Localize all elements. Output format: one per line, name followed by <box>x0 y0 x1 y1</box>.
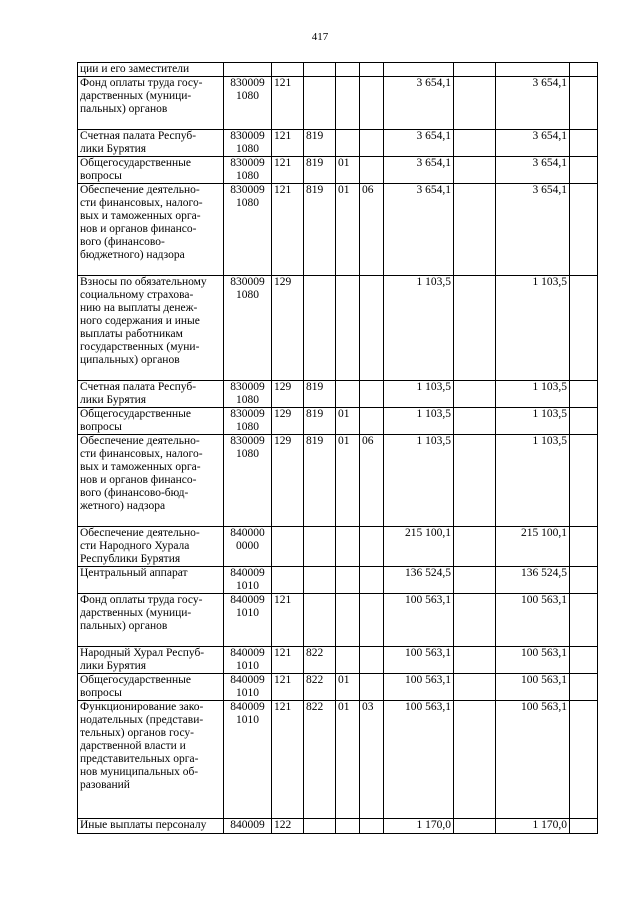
empty-cell <box>454 435 496 527</box>
empty-cell <box>454 594 496 647</box>
expense-type-cell <box>272 63 304 77</box>
amount-total-cell: 3 654,1 <box>496 184 570 276</box>
amount-total-cell: 1 103,5 <box>496 276 570 381</box>
subsection-cell <box>360 527 384 567</box>
empty-cell <box>454 701 496 819</box>
page-number: 417 <box>311 31 329 43</box>
section-cell: 01 <box>336 674 360 701</box>
subsection-cell <box>360 381 384 408</box>
expense-type-cell: 121 <box>272 701 304 819</box>
target-article-cell: 830009 1080 <box>224 435 272 527</box>
section-cell <box>336 594 360 647</box>
empty-cell <box>570 674 598 701</box>
expense-type-cell: 121 <box>272 130 304 157</box>
table-row <box>78 674 598 701</box>
amount-cell: 1 103,5 <box>384 381 454 408</box>
empty-cell <box>570 130 598 157</box>
target-article-cell: 830009 1080 <box>224 77 272 130</box>
target-article-cell: 830009 1080 <box>224 408 272 435</box>
amount-cell: 3 654,1 <box>384 157 454 184</box>
admin-code-cell <box>304 276 336 381</box>
row-name-cell: Функционирование зако- нодательных (представи- тельных) органов госу- дарственной власти и представительных орга- нов муниципальных об- разований <box>78 701 224 819</box>
empty-cell <box>570 157 598 184</box>
subsection-cell: 06 <box>360 435 384 527</box>
section-cell <box>336 381 360 408</box>
expense-type-cell: 129 <box>272 276 304 381</box>
amount-cell: 3 654,1 <box>384 184 454 276</box>
row-name-cell: ции и его заместители <box>78 63 224 77</box>
empty-cell <box>454 381 496 408</box>
row-name-cell: Счетная палата Респуб- лики Бурятия <box>78 381 224 408</box>
empty-cell <box>454 408 496 435</box>
expense-type-cell: 121 <box>272 184 304 276</box>
admin-code-cell: 822 <box>304 647 336 674</box>
section-cell <box>336 77 360 130</box>
expense-type-cell: 122 <box>272 819 304 834</box>
budget-table <box>77 62 598 834</box>
empty-cell <box>570 184 598 276</box>
amount-cell: 1 103,5 <box>384 408 454 435</box>
section-cell <box>336 647 360 674</box>
admin-code-cell <box>304 63 336 77</box>
admin-code-cell <box>304 77 336 130</box>
target-article-cell: 830009 1080 <box>224 157 272 184</box>
empty-cell <box>570 594 598 647</box>
empty-cell <box>570 527 598 567</box>
empty-cell <box>570 276 598 381</box>
target-article-cell: 840009 1010 <box>224 567 272 594</box>
empty-cell <box>570 647 598 674</box>
expense-type-cell: 121 <box>272 157 304 184</box>
expense-type-cell: 121 <box>272 674 304 701</box>
subsection-cell <box>360 594 384 647</box>
empty-cell <box>454 527 496 567</box>
row-name-cell: Обеспечение деятельно- сти финансовых, налого- вых и таможенных орга- нов и органов финансо- вого (финансово- бюджетного) надзора <box>78 184 224 276</box>
expense-type-cell: 129 <box>272 435 304 527</box>
admin-code-cell: 819 <box>304 381 336 408</box>
amount-total-cell: 1 103,5 <box>496 381 570 408</box>
amount-cell: 1 170,0 <box>384 819 454 834</box>
row-name-cell: Народный Хурал Респуб- лики Бурятия <box>78 647 224 674</box>
target-article-cell: 840000 0000 <box>224 527 272 567</box>
row-name-cell: Фонд оплаты труда госу- дарственных (муници- пальных) органов <box>78 77 224 130</box>
amount-cell: 136 524,5 <box>384 567 454 594</box>
section-cell <box>336 819 360 834</box>
subsection-cell <box>360 276 384 381</box>
admin-code-cell: 819 <box>304 157 336 184</box>
amount-total-cell: 100 563,1 <box>496 647 570 674</box>
admin-code-cell: 822 <box>304 701 336 819</box>
row-name-cell: Счетная палата Респуб- лики Бурятия <box>78 130 224 157</box>
row-name-cell: Обеспечение деятельно- сти Народного Хурала Республики Бурятия <box>78 527 224 567</box>
table-row <box>78 527 598 567</box>
section-cell: 01 <box>336 435 360 527</box>
empty-cell <box>570 567 598 594</box>
section-cell <box>336 527 360 567</box>
amount-total-cell <box>496 63 570 77</box>
amount-total-cell: 100 563,1 <box>496 594 570 647</box>
section-cell <box>336 276 360 381</box>
amount-total-cell: 215 100,1 <box>496 527 570 567</box>
empty-cell <box>454 276 496 381</box>
section-cell: 01 <box>336 184 360 276</box>
amount-cell: 100 563,1 <box>384 674 454 701</box>
subsection-cell <box>360 157 384 184</box>
empty-cell <box>454 567 496 594</box>
expense-type-cell: 121 <box>272 77 304 130</box>
row-name-cell: Общегосударственные вопросы <box>78 157 224 184</box>
expense-type-cell: 129 <box>272 381 304 408</box>
subsection-cell: 03 <box>360 701 384 819</box>
table-row <box>78 594 598 647</box>
section-cell <box>336 130 360 157</box>
table-row <box>78 63 598 77</box>
amount-cell: 100 563,1 <box>384 647 454 674</box>
amount-total-cell: 1 170,0 <box>496 819 570 834</box>
row-name-cell: Взносы по обязательному социальному страхова- нию на выплаты денеж- ного содержания и иные выплаты работникам государственных (муни- ципальных) органов <box>78 276 224 381</box>
table-row <box>78 77 598 130</box>
admin-code-cell <box>304 527 336 567</box>
amount-total-cell: 3 654,1 <box>496 130 570 157</box>
target-article-cell: 830009 1080 <box>224 381 272 408</box>
target-article-cell: 840009 1010 <box>224 647 272 674</box>
table-row <box>78 184 598 276</box>
admin-code-cell <box>304 594 336 647</box>
admin-code-cell: 819 <box>304 130 336 157</box>
admin-code-cell: 822 <box>304 674 336 701</box>
expense-type-cell: 121 <box>272 594 304 647</box>
target-article-cell: 840009 1010 <box>224 594 272 647</box>
subsection-cell <box>360 819 384 834</box>
table-row <box>78 567 598 594</box>
section-cell: 01 <box>336 701 360 819</box>
table-row <box>78 130 598 157</box>
subsection-cell <box>360 77 384 130</box>
admin-code-cell: 819 <box>304 435 336 527</box>
table-body <box>78 63 598 834</box>
table-row <box>78 381 598 408</box>
target-article-cell: 830009 1080 <box>224 130 272 157</box>
empty-cell <box>454 157 496 184</box>
expense-type-cell <box>272 527 304 567</box>
amount-total-cell: 100 563,1 <box>496 674 570 701</box>
empty-cell <box>570 435 598 527</box>
expense-type-cell <box>272 567 304 594</box>
empty-cell <box>570 63 598 77</box>
amount-cell: 100 563,1 <box>384 701 454 819</box>
row-name-cell: Обеспечение деятельно- сти финансовых, налого- вых и таможенных орга- нов и органов финансо- вого (финансово-бюд- жетного) надзора <box>78 435 224 527</box>
subsection-cell <box>360 63 384 77</box>
amount-total-cell: 136 524,5 <box>496 567 570 594</box>
subsection-cell <box>360 674 384 701</box>
empty-cell <box>454 674 496 701</box>
target-article-cell: 830009 1080 <box>224 184 272 276</box>
target-article-cell: 830009 1080 <box>224 276 272 381</box>
target-article-cell: 840009 1010 <box>224 674 272 701</box>
expense-type-cell: 129 <box>272 408 304 435</box>
empty-cell <box>570 77 598 130</box>
amount-cell: 100 563,1 <box>384 594 454 647</box>
subsection-cell <box>360 647 384 674</box>
subsection-cell <box>360 408 384 435</box>
row-name-cell: Фонд оплаты труда госу- дарственных (муници- пальных) органов <box>78 594 224 647</box>
empty-cell <box>454 77 496 130</box>
admin-code-cell: 819 <box>304 408 336 435</box>
table-row <box>78 647 598 674</box>
subsection-cell <box>360 567 384 594</box>
amount-total-cell: 1 103,5 <box>496 408 570 435</box>
admin-code-cell: 819 <box>304 184 336 276</box>
amount-cell: 3 654,1 <box>384 130 454 157</box>
empty-cell <box>454 184 496 276</box>
expense-type-cell: 121 <box>272 647 304 674</box>
subsection-cell: 06 <box>360 184 384 276</box>
table-row <box>78 701 598 819</box>
amount-total-cell: 100 563,1 <box>496 701 570 819</box>
section-cell: 01 <box>336 157 360 184</box>
empty-cell <box>454 130 496 157</box>
table-row <box>78 435 598 527</box>
target-article-cell <box>224 63 272 77</box>
amount-cell <box>384 63 454 77</box>
amount-cell: 1 103,5 <box>384 435 454 527</box>
amount-total-cell: 3 654,1 <box>496 77 570 130</box>
row-name-cell: Общегосударственные вопросы <box>78 674 224 701</box>
admin-code-cell <box>304 567 336 594</box>
table-row <box>78 276 598 381</box>
section-cell <box>336 63 360 77</box>
table-row <box>78 819 598 834</box>
empty-cell <box>454 647 496 674</box>
row-name-cell: Иные выплаты персоналу <box>78 819 224 834</box>
subsection-cell <box>360 130 384 157</box>
section-cell: 01 <box>336 408 360 435</box>
empty-cell <box>570 408 598 435</box>
amount-cell: 3 654,1 <box>384 77 454 130</box>
amount-total-cell: 1 103,5 <box>496 435 570 527</box>
table-row <box>78 408 598 435</box>
amount-total-cell: 3 654,1 <box>496 157 570 184</box>
row-name-cell: Центральный аппарат <box>78 567 224 594</box>
target-article-cell: 840009 1010 <box>224 701 272 819</box>
empty-cell <box>570 701 598 819</box>
section-cell <box>336 567 360 594</box>
empty-cell <box>454 63 496 77</box>
admin-code-cell <box>304 819 336 834</box>
row-name-cell: Общегосударственные вопросы <box>78 408 224 435</box>
table-row <box>78 157 598 184</box>
empty-cell <box>454 819 496 834</box>
target-article-cell: 840009 <box>224 819 272 834</box>
empty-cell <box>570 819 598 834</box>
amount-cell: 1 103,5 <box>384 276 454 381</box>
amount-cell: 215 100,1 <box>384 527 454 567</box>
empty-cell <box>570 381 598 408</box>
